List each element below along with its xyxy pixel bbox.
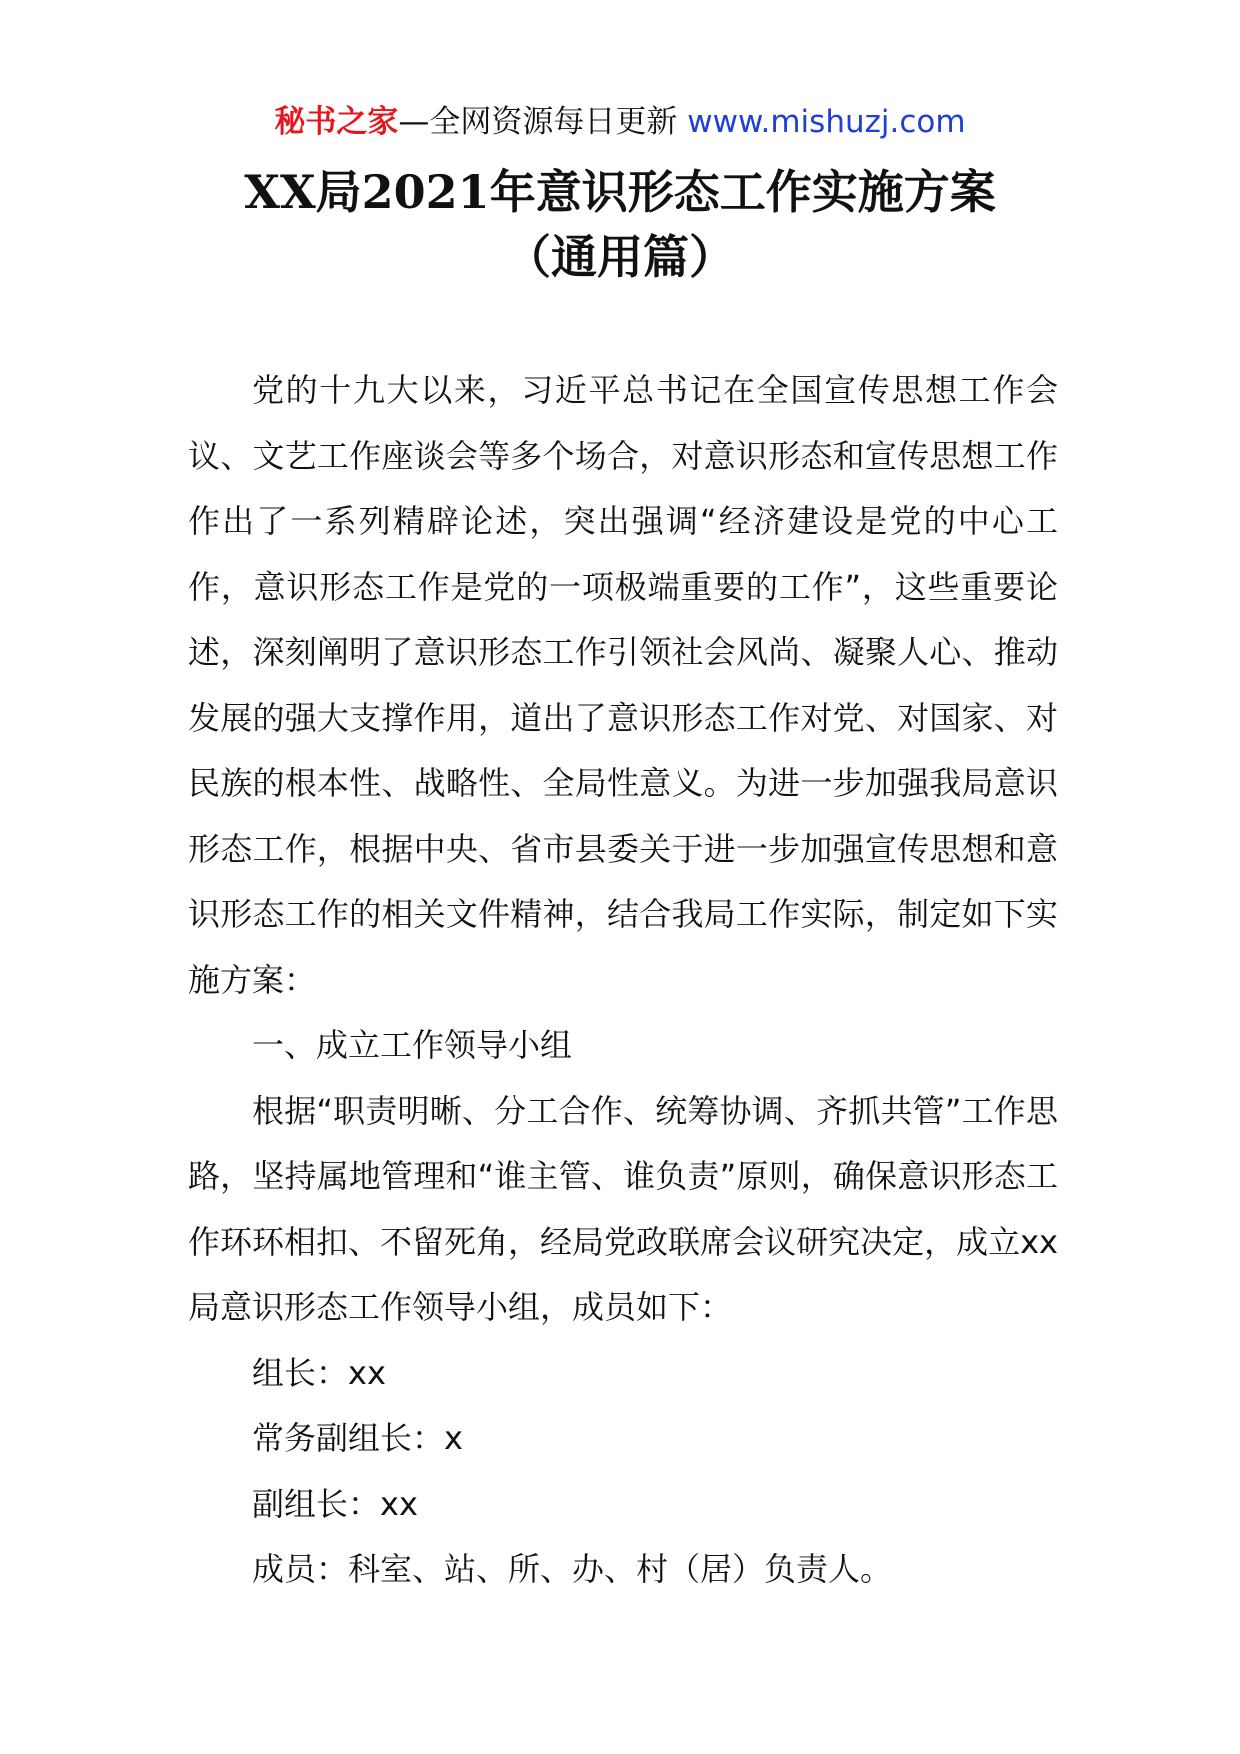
document-subtitle: （通用篇） [505, 230, 735, 284]
section-heading: 一、成立工作领导小组 [252, 1026, 573, 1064]
site-header [0, 100, 1240, 144]
header-slogan: —全网资源每日更新 [398, 104, 678, 140]
member-line-executive-deputy: 常务副组长：x [252, 1419, 463, 1457]
intro-paragraph: 党的十九大以来，习近平总书记在全国宣传思想工作会议、文艺工作座谈会等多个场合，对意识形态和宣传思想工作作出了一系列精辟论述，突出强调“经济建设是党的中心工作，意识形态工作是党的一项极端重要的工作”，这些重要论述，深刻阐明了意识形态工作引领社会风尚、凝聚人心、推动发展的强大支撑作用，道出了意识形态工作对党、对国家、对民族的根本性、战略性、全局性意义。为进一步加强我局意识形态工作，根据中央、省市县委关于进一步加强宣传思想和意识形态工作的相关文件精神，结合我局工作实际，制定如下实施方案： [188, 371, 1058, 999]
site-url-link[interactable]: www.mishuzj.com [687, 104, 966, 140]
member-line-leader: 组长：xx [252, 1353, 386, 1392]
member-line-members: 成员：科室、站、所、办、村（居）负责人。 [252, 1550, 893, 1588]
section-paragraph: 根据“职责明晰、分工合作、统筹协调、齐抓共管”工作思路，坚持属地管理和“谁主管、谁负责”原则，确保意识形态工作环环相扣、不留死角，经局党政联席会议研究决定，成立xx局意识形态工作领导小组，成员如下： [188, 1091, 1058, 1326]
document-body [188, 358, 1058, 1603]
member-line-deputy: 副组长：xx [252, 1484, 418, 1523]
document-title: XX局2021年意识形态工作实施方案 [244, 165, 996, 219]
brand-name: 秘书之家 [274, 104, 399, 140]
